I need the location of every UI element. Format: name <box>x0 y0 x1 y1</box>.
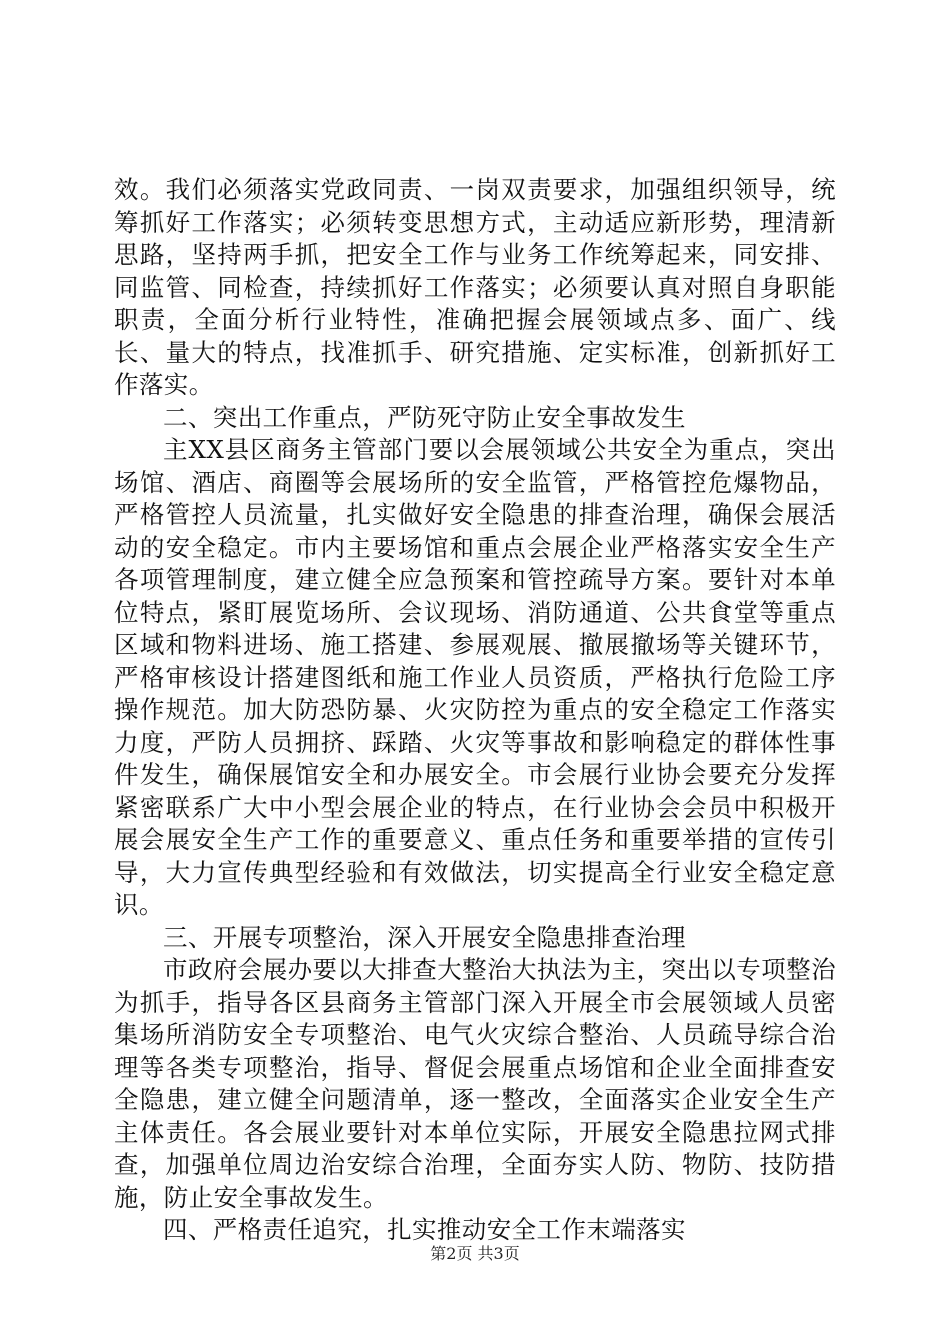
document-body <box>114 174 836 1247</box>
section-heading-4: 四、严格责任追究，扎实推动安全工作末端落实 <box>163 1215 686 1244</box>
section-heading-2: 二、突出工作重点，严防死守防止安全事故发生 <box>163 402 686 432</box>
section-heading-3: 三、开展专项整治，深入开展安全隐患排查治理 <box>163 922 686 952</box>
paragraph-continued: 效。我们必须落实党政同责、一岗双责要求，加强组织领导，统筹抓好工作落实；必须转变思想方式，主动适应新形势，理清新思路，坚持两手抓，把安全工作与业务工作统筹起来，同安排、同监管、同检查，持续抓好工作落实；必须要认真对照自身职能职责，全面分析行业特性，准确把握会展领域点多、面广、线长、量大的特点，找准抓手、研究措施、定实标准，创新抓好工作落实。 <box>114 175 836 399</box>
page-number-footer: 第2页 共3页 <box>430 1244 520 1263</box>
paragraph-section-3: 市政府会展办要以大排查大整治大执法为主，突出以专项整治为抓手，指导各区县商务主管部门深入开展全市会展领域人员密集场所消防安全专项整治、电气火灾综合整治、人员疏导综合治理等各类专项整治，指导、督促会展重点场馆和企业全面排查安全隐患，建立健全问题清单，逐一整改，全面落实企业安全生产主体责任。各会展业要针对本单位实际，开展安全隐患拉网式排查，加强单位周边治安综合治理，全面夯实人防、物防、技防措施，防止安全事故发生。 <box>114 955 836 1212</box>
paragraph-section-2: 主XX县区商务主管部门要以会展领域公共安全为重点，突出场馆、酒店、商圈等会展场所的安全监管，严格管控危爆物品，严格管控人员流量，扎实做好安全隐患的排查治理，确保会展活动的安全稳定。市内主要场馆和重点会展企业严格落实安全生产各项管理制度，建立健全应急预案和管控疏导方案。要针对本单位特点，紧盯展览场所、会议现场、消防通道、公共食堂等重点区域和物料进场、施工搭建、参展观展、撤展撤场等关键环节，严格审核设计搭建图纸和施工作业人员资质，严格执行危险工序操作规范。加大防恐防暴、火灾防控为重点的安全稳定工作落实力度，严防人员拥挤、踩踏、火灾等事故和影响稳定的群体性事件发生，确保展馆安全和办展安全。市会展行业协会要充分发挥紧密联系广大中小型会展企业的特点，在行业协会会员中积极开展会展安全生产工作的重要意义、重点任务和重要举措的宣传引导，大力宣传典型经验和有效做法，切实提高全行业安全稳定意识。 <box>114 435 836 919</box>
